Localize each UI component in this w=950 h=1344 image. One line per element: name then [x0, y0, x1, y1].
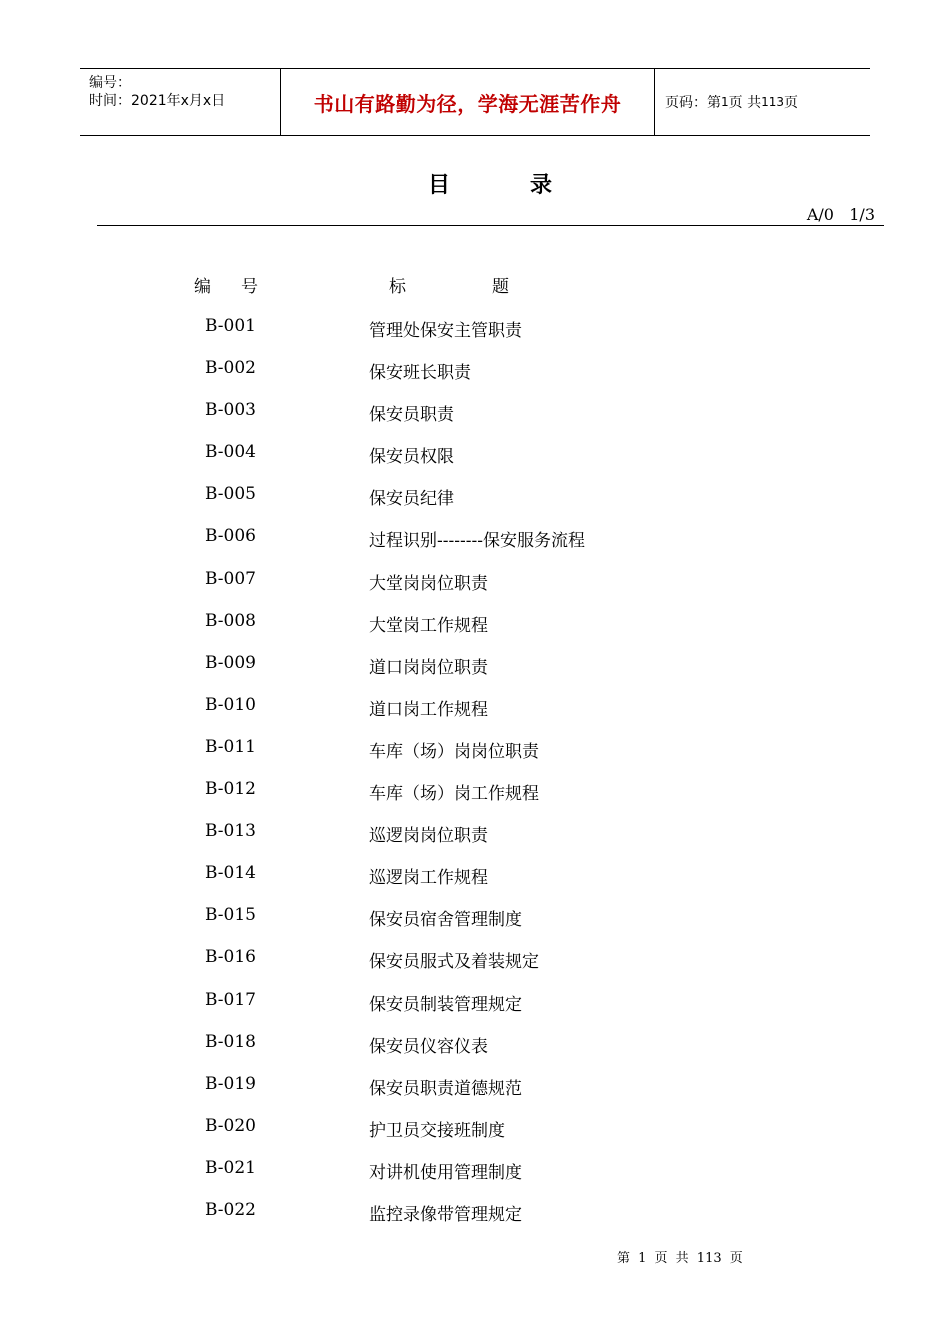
toc-code: B-011: [205, 736, 256, 757]
toc-code: B-017: [205, 989, 256, 1010]
toc-row: [0, 1029, 950, 1071]
toc-row: [0, 355, 950, 397]
toc-title: 保安员职责: [369, 405, 454, 426]
toc-code: B-013: [205, 821, 256, 842]
toc-code: B-004: [205, 442, 256, 463]
page-total: 113: [761, 95, 784, 109]
toc-title: 车库（场）岗岗位职责: [369, 741, 539, 762]
page-mid: 页 共: [728, 95, 762, 111]
toc-code: B-009: [205, 652, 256, 673]
toc-code: B-021: [205, 1157, 256, 1178]
page-end: 页: [784, 95, 798, 111]
toc-title: 过程识别--------保安服务流程: [369, 531, 585, 552]
footer-page-text: 第 1 页 共 113 页: [617, 1251, 743, 1266]
toc-title: 大堂岗工作规程: [369, 615, 488, 636]
toc-code: B-014: [205, 863, 256, 884]
toc-row: [0, 818, 950, 860]
column-header-title: 标题: [389, 277, 595, 297]
motto: 书山有路勤为径，学海无涯苦作舟: [313, 91, 622, 116]
number-label: 编号：: [89, 75, 131, 91]
toc-title: 保安员职责道德规范: [369, 1078, 522, 1099]
toc-code: B-007: [205, 568, 256, 589]
toc-code: B-003: [205, 400, 256, 421]
toc-title: 保安班长职责: [369, 363, 471, 384]
toc-title: 保安员宿舍管理制度: [369, 910, 522, 931]
toc-row: [0, 734, 950, 776]
toc-title: 巡逻岗岗位职责: [369, 826, 488, 847]
header-table: [80, 68, 870, 136]
toc-row: [0, 481, 950, 523]
title-divider: [97, 225, 884, 226]
toc-code: B-008: [205, 610, 256, 631]
toc-code: B-006: [205, 526, 256, 547]
toc-title: 管理处保安主管职责: [369, 321, 522, 341]
page-current: 1: [721, 95, 729, 109]
toc-title: 巡逻岗工作规程: [369, 868, 488, 889]
toc-row: [0, 608, 950, 650]
toc-title: 保安员制装管理规定: [369, 994, 522, 1015]
toc-title: 道口岗岗位职责: [369, 657, 488, 678]
toc-row: [0, 566, 950, 608]
toc-title: 护卫员交接班制度: [369, 1120, 505, 1141]
toc-row: [0, 902, 950, 944]
toc-code: B-019: [205, 1073, 256, 1094]
header-motto-cell: [281, 69, 655, 135]
toc-row: [0, 944, 950, 986]
toc-title: 监控录像带管理规定: [369, 1204, 522, 1225]
toc-code: B-018: [205, 1031, 256, 1052]
toc-row: [0, 1113, 950, 1155]
version-label: A/0 1/3: [806, 205, 875, 224]
toc-code: B-012: [205, 779, 256, 800]
page-label: 页码：第: [665, 95, 721, 111]
toc-row: [0, 860, 950, 902]
toc-code: B-022: [205, 1199, 256, 1220]
toc-row: [0, 650, 950, 692]
toc-row: [0, 1071, 950, 1113]
toc-title: 保安员服式及着装规定: [369, 952, 539, 973]
toc-code: B-016: [205, 947, 256, 968]
header-left-cell: [80, 69, 281, 135]
toc-row: [0, 313, 950, 355]
toc-title: 保安员纪律: [369, 489, 454, 510]
toc-code: B-010: [205, 694, 256, 715]
toc-title: 保安员仪容仪表: [369, 1036, 488, 1057]
toc-row: [0, 692, 950, 734]
toc-row: [0, 1155, 950, 1197]
header-page-cell: [655, 69, 870, 135]
toc-row: [0, 987, 950, 1029]
toc-row: [0, 439, 950, 481]
toc-title: 对讲机使用管理制度: [369, 1162, 522, 1183]
toc-row: [0, 1197, 950, 1239]
toc-code: B-001: [205, 316, 256, 336]
toc-row: [0, 523, 950, 565]
toc-row: [0, 776, 950, 818]
column-header-code: 编号: [194, 277, 288, 297]
toc-row: [0, 397, 950, 439]
toc-code: B-020: [205, 1115, 256, 1136]
toc-title: 保安员权限: [369, 447, 454, 468]
toc-list: [0, 313, 950, 1239]
toc-code: B-002: [205, 358, 256, 379]
toc-code: B-015: [205, 905, 256, 926]
document-title: 目录: [427, 173, 632, 198]
toc-code: B-005: [205, 484, 256, 505]
time-label: 时间：2021年x月x日: [89, 93, 226, 109]
toc-title: 大堂岗岗位职责: [369, 573, 488, 594]
toc-title: 道口岗工作规程: [369, 699, 488, 720]
toc-title: 车库（场）岗工作规程: [369, 784, 539, 805]
